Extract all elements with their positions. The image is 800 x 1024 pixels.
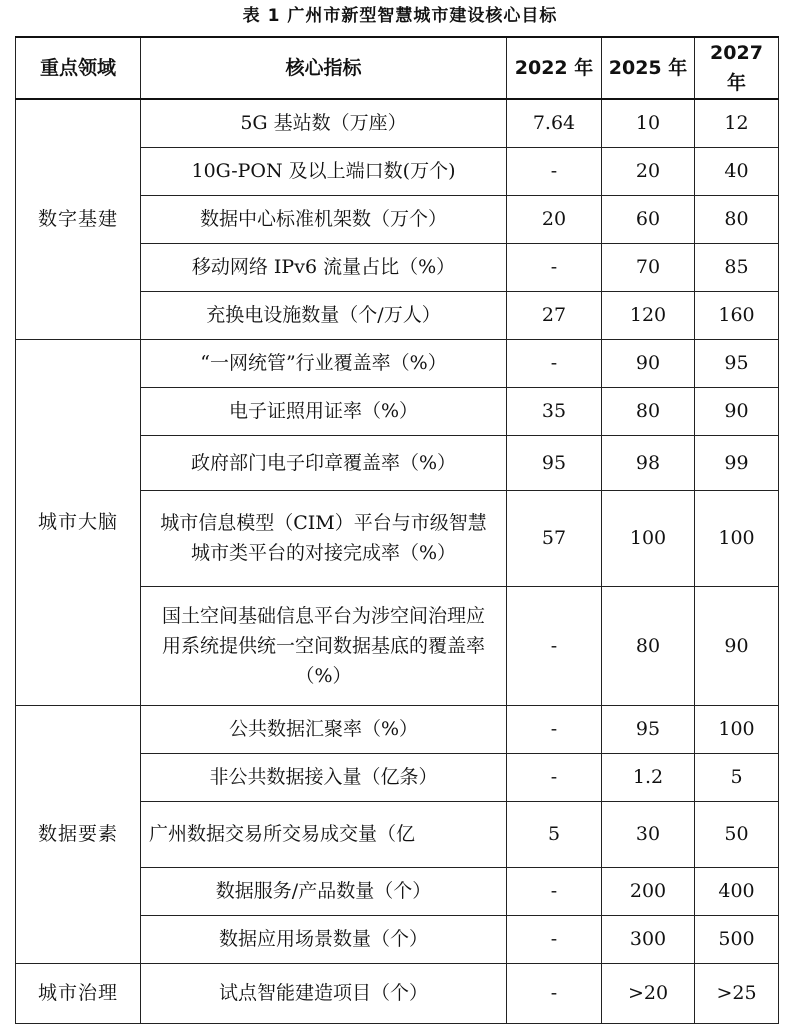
- value-2027: 12: [695, 99, 779, 147]
- value-2025: 70: [602, 243, 695, 291]
- indicator-cell: 充换电设施数量（个/万人）: [141, 291, 507, 339]
- value-2027: 160: [695, 291, 779, 339]
- header-row: [16, 37, 779, 99]
- table-row: [16, 99, 779, 147]
- table-row: [16, 705, 779, 753]
- value-2027: >25: [695, 963, 779, 1023]
- header-indicator: 核心指标: [141, 37, 507, 99]
- targets-table: [15, 36, 779, 1024]
- value-2022: -: [507, 753, 602, 801]
- value-2027: 5: [695, 753, 779, 801]
- indicator-cell: 数据服务/产品数量（个）: [141, 867, 507, 915]
- indicator-cell: 非公共数据接入量（亿条）: [141, 753, 507, 801]
- value-2027: 90: [695, 586, 779, 705]
- value-2025: 120: [602, 291, 695, 339]
- value-2022: -: [507, 586, 602, 705]
- value-2027: 100: [695, 490, 779, 586]
- value-2025: 100: [602, 490, 695, 586]
- value-2022: 20: [507, 195, 602, 243]
- domain-cell: 数据要素: [16, 705, 141, 963]
- value-2027: 90: [695, 387, 779, 435]
- indicator-cell: 数据中心标准机架数（万个）: [141, 195, 507, 243]
- value-2027: 100: [695, 705, 779, 753]
- indicator-cell: 电子证照用证率（%）: [141, 387, 507, 435]
- indicator-cell: 政府部门电子印章覆盖率（%）: [141, 435, 507, 490]
- value-2022: -: [507, 339, 602, 387]
- table-title: 表 1 广州市新型智慧城市建设核心目标: [242, 6, 558, 26]
- value-2025: 200: [602, 867, 695, 915]
- indicator-cell: 广州数据交易所交易成交量（亿: [141, 801, 507, 867]
- value-2025: 20: [602, 147, 695, 195]
- value-2027: 99: [695, 435, 779, 490]
- indicator-cell: “一网统管”行业覆盖率（%）: [141, 339, 507, 387]
- value-2025: 98: [602, 435, 695, 490]
- value-2025: 80: [602, 387, 695, 435]
- header-2025: 2025 年: [602, 37, 695, 99]
- value-2025: 80: [602, 586, 695, 705]
- domain-cell: 数字基建: [16, 99, 141, 339]
- value-2027: 80: [695, 195, 779, 243]
- indicator-cell: 10G-PON 及以上端口数(万个): [141, 147, 507, 195]
- indicator-cell: 城市信息模型（CIM）平台与市级智慧城市类平台的对接完成率（%）: [141, 490, 507, 586]
- domain-cell: 城市大脑: [16, 339, 141, 705]
- value-2027: 40: [695, 147, 779, 195]
- table-row: [16, 339, 779, 387]
- value-2027: 85: [695, 243, 779, 291]
- value-2022: 95: [507, 435, 602, 490]
- value-2022: 27: [507, 291, 602, 339]
- indicator-cell: 试点智能建造项目（个）: [141, 963, 507, 1023]
- indicator-cell: 国土空间基础信息平台为涉空间治理应用系统提供统一空间数据基底的覆盖率（%）: [141, 586, 507, 705]
- value-2022: -: [507, 705, 602, 753]
- value-2022: 5: [507, 801, 602, 867]
- value-2027: 400: [695, 867, 779, 915]
- header-domain: 重点领域: [16, 37, 141, 99]
- value-2027: 500: [695, 915, 779, 963]
- indicator-cell: 移动网络 IPv6 流量占比（%）: [141, 243, 507, 291]
- value-2025: 90: [602, 339, 695, 387]
- domain-cell: 城市治理: [16, 963, 141, 1023]
- value-2025: 10: [602, 99, 695, 147]
- value-2025: 1.2: [602, 753, 695, 801]
- value-2022: 7.64: [507, 99, 602, 147]
- value-2022: 35: [507, 387, 602, 435]
- value-2022: -: [507, 867, 602, 915]
- value-2025: 30: [602, 801, 695, 867]
- value-2025: 60: [602, 195, 695, 243]
- value-2025: 95: [602, 705, 695, 753]
- indicator-cell: 公共数据汇聚率（%）: [141, 705, 507, 753]
- value-2027: 50: [695, 801, 779, 867]
- value-2022: -: [507, 963, 602, 1023]
- value-2022: -: [507, 147, 602, 195]
- header-2022: 2022 年: [507, 37, 602, 99]
- table-row: [16, 963, 779, 1023]
- header-2027: 2027 年: [695, 37, 779, 99]
- value-2022: 57: [507, 490, 602, 586]
- value-2022: -: [507, 915, 602, 963]
- indicator-cell: 数据应用场景数量（个）: [141, 915, 507, 963]
- value-2025: >20: [602, 963, 695, 1023]
- indicator-cell: 5G 基站数（万座）: [141, 99, 507, 147]
- value-2022: -: [507, 243, 602, 291]
- value-2025: 300: [602, 915, 695, 963]
- value-2027: 95: [695, 339, 779, 387]
